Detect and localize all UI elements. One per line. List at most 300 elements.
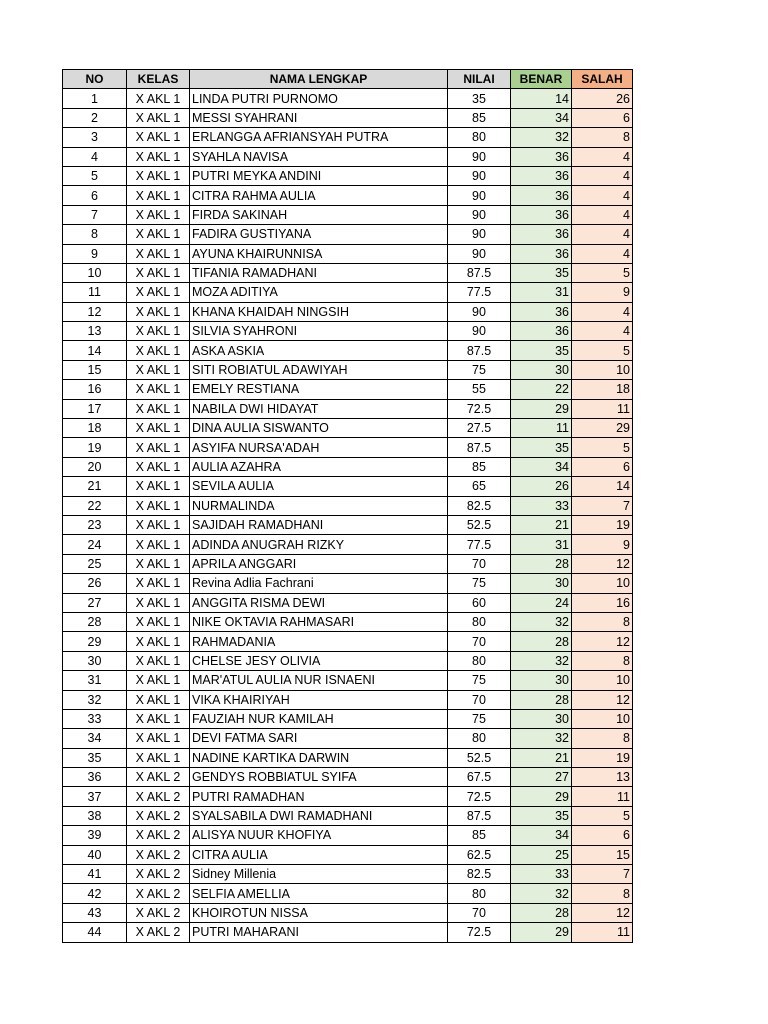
cell-no[interactable]: 37 xyxy=(63,787,127,806)
cell-benar[interactable]: 36 xyxy=(511,166,572,185)
cell-kelas[interactable]: X AKL 2 xyxy=(127,806,190,825)
cell-kelas[interactable]: X AKL 2 xyxy=(127,884,190,903)
cell-benar[interactable]: 21 xyxy=(511,748,572,767)
cell-salah[interactable]: 10 xyxy=(572,574,633,593)
cell-no[interactable]: 43 xyxy=(63,903,127,922)
cell-benar[interactable]: 34 xyxy=(511,108,572,127)
cell-salah[interactable]: 12 xyxy=(572,554,633,573)
cell-nama[interactable]: ADINDA ANUGRAH RIZKY xyxy=(190,535,448,554)
cell-nilai[interactable]: 70 xyxy=(448,632,511,651)
cell-salah[interactable]: 15 xyxy=(572,845,633,864)
cell-benar[interactable]: 28 xyxy=(511,554,572,573)
score-table xyxy=(62,69,633,943)
cell-nilai[interactable]: 80 xyxy=(448,729,511,748)
cell-kelas[interactable]: X AKL 2 xyxy=(127,845,190,864)
cell-no[interactable]: 44 xyxy=(63,923,127,942)
cell-nama[interactable]: FIRDA SAKINAH xyxy=(190,205,448,224)
cell-kelas[interactable]: X AKL 1 xyxy=(127,205,190,224)
cell-nama[interactable]: SEVILA AULIA xyxy=(190,477,448,496)
cell-nama[interactable]: SYALSABILA DWI RAMADHANI xyxy=(190,806,448,825)
cell-nilai[interactable]: 90 xyxy=(448,244,511,263)
cell-nilai[interactable]: 62.5 xyxy=(448,845,511,864)
cell-kelas[interactable]: X AKL 1 xyxy=(127,108,190,127)
cell-no[interactable]: 7 xyxy=(63,205,127,224)
table-row xyxy=(63,612,633,631)
cell-salah[interactable]: 29 xyxy=(572,419,633,438)
cell-nilai[interactable]: 87.5 xyxy=(448,341,511,360)
cell-nama[interactable]: Revina Adlia Fachrani xyxy=(190,574,448,593)
cell-no[interactable]: 23 xyxy=(63,515,127,534)
cell-nama[interactable]: TIFANIA RAMADHANI xyxy=(190,263,448,282)
cell-no[interactable]: 42 xyxy=(63,884,127,903)
cell-no[interactable]: 19 xyxy=(63,438,127,457)
cell-benar[interactable]: 11 xyxy=(511,419,572,438)
cell-benar[interactable]: 33 xyxy=(511,865,572,884)
cell-salah[interactable]: 11 xyxy=(572,787,633,806)
table-row xyxy=(63,399,633,418)
cell-nama[interactable]: NIKE OKTAVIA RAHMASARI xyxy=(190,612,448,631)
cell-kelas[interactable]: X AKL 1 xyxy=(127,729,190,748)
cell-benar[interactable]: 35 xyxy=(511,806,572,825)
cell-kelas[interactable]: X AKL 1 xyxy=(127,360,190,379)
cell-no[interactable]: 14 xyxy=(63,341,127,360)
cell-nilai[interactable]: 75 xyxy=(448,709,511,728)
cell-salah[interactable]: 9 xyxy=(572,535,633,554)
cell-nama[interactable]: GENDYS ROBBIATUL SYIFA xyxy=(190,768,448,787)
cell-no[interactable]: 12 xyxy=(63,302,127,321)
table-row xyxy=(63,438,633,457)
cell-nama[interactable]: MOZA ADITIYA xyxy=(190,283,448,302)
cell-salah[interactable]: 13 xyxy=(572,768,633,787)
cell-nama[interactable]: SAJIDAH RAMADHANI xyxy=(190,515,448,534)
table-row xyxy=(63,457,633,476)
table-row xyxy=(63,515,633,534)
cell-salah[interactable]: 4 xyxy=(572,244,633,263)
cell-benar[interactable]: 30 xyxy=(511,574,572,593)
table-row xyxy=(63,554,633,573)
cell-kelas[interactable]: X AKL 1 xyxy=(127,302,190,321)
cell-nama[interactable]: PUTRI RAMADHAN xyxy=(190,787,448,806)
cell-nilai[interactable]: 70 xyxy=(448,690,511,709)
cell-benar[interactable]: 35 xyxy=(511,438,572,457)
cell-kelas[interactable]: X AKL 1 xyxy=(127,496,190,515)
cell-no[interactable]: 34 xyxy=(63,729,127,748)
cell-salah[interactable]: 8 xyxy=(572,128,633,147)
cell-benar[interactable]: 31 xyxy=(511,283,572,302)
cell-nama[interactable]: MAR'ATUL AULIA NUR ISNAENI xyxy=(190,671,448,690)
cell-nilai[interactable]: 35 xyxy=(448,89,511,108)
cell-no[interactable]: 29 xyxy=(63,632,127,651)
cell-nama[interactable]: AULIA AZAHRA xyxy=(190,457,448,476)
cell-salah[interactable]: 11 xyxy=(572,923,633,942)
cell-benar[interactable]: 21 xyxy=(511,515,572,534)
cell-no[interactable]: 36 xyxy=(63,768,127,787)
cell-kelas[interactable]: X AKL 1 xyxy=(127,671,190,690)
cell-no[interactable]: 41 xyxy=(63,865,127,884)
cell-nilai[interactable]: 87.5 xyxy=(448,806,511,825)
cell-salah[interactable]: 7 xyxy=(572,865,633,884)
cell-no[interactable]: 35 xyxy=(63,748,127,767)
cell-nama[interactable]: SILVIA SYAHRONI xyxy=(190,322,448,341)
cell-nilai[interactable]: 80 xyxy=(448,651,511,670)
cell-kelas[interactable]: X AKL 1 xyxy=(127,690,190,709)
cell-salah[interactable]: 4 xyxy=(572,186,633,205)
cell-nilai[interactable]: 90 xyxy=(448,186,511,205)
cell-no[interactable]: 40 xyxy=(63,845,127,864)
cell-no[interactable]: 21 xyxy=(63,477,127,496)
cell-nilai[interactable]: 87.5 xyxy=(448,263,511,282)
table-header xyxy=(63,70,633,89)
cell-nama[interactable]: ALISYA NUUR KHOFIYA xyxy=(190,826,448,845)
table-row xyxy=(63,806,633,825)
cell-benar[interactable]: 36 xyxy=(511,244,572,263)
cell-nama[interactable]: NADINE KARTIKA DARWIN xyxy=(190,748,448,767)
table-row xyxy=(63,574,633,593)
cell-nama[interactable]: NABILA DWI HIDAYAT xyxy=(190,399,448,418)
cell-salah[interactable]: 10 xyxy=(572,360,633,379)
cell-nama[interactable]: DINA AULIA SISWANTO xyxy=(190,419,448,438)
cell-kelas[interactable]: X AKL 1 xyxy=(127,419,190,438)
cell-salah[interactable]: 9 xyxy=(572,283,633,302)
header-no[interactable]: NO xyxy=(63,70,127,89)
cell-no[interactable]: 13 xyxy=(63,322,127,341)
cell-benar[interactable]: 36 xyxy=(511,205,572,224)
cell-salah[interactable]: 10 xyxy=(572,671,633,690)
cell-nilai[interactable]: 52.5 xyxy=(448,515,511,534)
cell-kelas[interactable]: X AKL 1 xyxy=(127,225,190,244)
cell-kelas[interactable]: X AKL 2 xyxy=(127,865,190,884)
cell-nilai[interactable]: 77.5 xyxy=(448,283,511,302)
cell-nilai[interactable]: 77.5 xyxy=(448,535,511,554)
table-row xyxy=(63,768,633,787)
cell-benar[interactable]: 28 xyxy=(511,690,572,709)
cell-kelas[interactable]: X AKL 1 xyxy=(127,322,190,341)
cell-kelas[interactable]: X AKL 1 xyxy=(127,477,190,496)
cell-kelas[interactable]: X AKL 1 xyxy=(127,166,190,185)
cell-kelas[interactable]: X AKL 1 xyxy=(127,186,190,205)
cell-kelas[interactable]: X AKL 1 xyxy=(127,612,190,631)
cell-no[interactable]: 2 xyxy=(63,108,127,127)
cell-nama[interactable]: PUTRI MAHARANI xyxy=(190,923,448,942)
cell-no[interactable]: 6 xyxy=(63,186,127,205)
cell-no[interactable]: 20 xyxy=(63,457,127,476)
cell-benar[interactable]: 34 xyxy=(511,826,572,845)
table-row xyxy=(63,496,633,515)
cell-no[interactable]: 3 xyxy=(63,128,127,147)
table-row xyxy=(63,419,633,438)
table-row xyxy=(63,651,633,670)
cell-salah[interactable]: 4 xyxy=(572,147,633,166)
cell-nama[interactable]: CITRA RAHMA AULIA xyxy=(190,186,448,205)
cell-kelas[interactable]: X AKL 1 xyxy=(127,748,190,767)
cell-nilai[interactable]: 85 xyxy=(448,108,511,127)
cell-nilai[interactable]: 75 xyxy=(448,671,511,690)
cell-kelas[interactable]: X AKL 1 xyxy=(127,399,190,418)
cell-nilai[interactable]: 75 xyxy=(448,574,511,593)
cell-nama[interactable]: CHELSE JESY OLIVIA xyxy=(190,651,448,670)
cell-benar[interactable]: 31 xyxy=(511,535,572,554)
cell-salah[interactable]: 4 xyxy=(572,322,633,341)
cell-nilai[interactable]: 70 xyxy=(448,903,511,922)
cell-salah[interactable]: 5 xyxy=(572,263,633,282)
cell-benar[interactable]: 24 xyxy=(511,593,572,612)
cell-nilai[interactable]: 90 xyxy=(448,166,511,185)
cell-no[interactable]: 26 xyxy=(63,574,127,593)
cell-kelas[interactable]: X AKL 2 xyxy=(127,826,190,845)
table-row xyxy=(63,302,633,321)
cell-nama[interactable]: RAHMADANIA xyxy=(190,632,448,651)
table-row xyxy=(63,884,633,903)
cell-no[interactable]: 9 xyxy=(63,244,127,263)
cell-nama[interactable]: AYUNA KHAIRUNNISA xyxy=(190,244,448,263)
cell-benar[interactable]: 30 xyxy=(511,360,572,379)
table-row xyxy=(63,903,633,922)
cell-salah[interactable]: 19 xyxy=(572,748,633,767)
cell-no[interactable]: 1 xyxy=(63,89,127,108)
cell-nama[interactable]: PUTRI MEYKA ANDINI xyxy=(190,166,448,185)
header-nama[interactable]: NAMA LENGKAP xyxy=(190,70,448,89)
cell-benar[interactable]: 36 xyxy=(511,225,572,244)
header-kelas[interactable]: KELAS xyxy=(127,70,190,89)
cell-benar[interactable]: 33 xyxy=(511,496,572,515)
cell-salah[interactable]: 6 xyxy=(572,826,633,845)
cell-nilai[interactable]: 90 xyxy=(448,225,511,244)
table-body xyxy=(63,89,633,942)
cell-benar[interactable]: 36 xyxy=(511,322,572,341)
cell-kelas[interactable]: X AKL 2 xyxy=(127,903,190,922)
cell-benar[interactable]: 14 xyxy=(511,89,572,108)
cell-benar[interactable]: 34 xyxy=(511,457,572,476)
cell-kelas[interactable]: X AKL 1 xyxy=(127,632,190,651)
cell-salah[interactable]: 4 xyxy=(572,302,633,321)
cell-benar[interactable]: 35 xyxy=(511,263,572,282)
cell-nama[interactable]: ANGGITA RISMA DEWI xyxy=(190,593,448,612)
table-row xyxy=(63,845,633,864)
cell-kelas[interactable]: X AKL 1 xyxy=(127,244,190,263)
cell-no[interactable]: 5 xyxy=(63,166,127,185)
cell-benar[interactable]: 26 xyxy=(511,477,572,496)
cell-benar[interactable]: 25 xyxy=(511,845,572,864)
cell-kelas[interactable]: X AKL 1 xyxy=(127,380,190,399)
cell-salah[interactable]: 5 xyxy=(572,438,633,457)
cell-nilai[interactable]: 27.5 xyxy=(448,419,511,438)
table-row xyxy=(63,535,633,554)
cell-nama[interactable]: EMELY RESTIANA xyxy=(190,380,448,399)
cell-no[interactable]: 30 xyxy=(63,651,127,670)
cell-benar[interactable]: 29 xyxy=(511,399,572,418)
cell-nama[interactable]: CITRA AULIA xyxy=(190,845,448,864)
cell-salah[interactable]: 4 xyxy=(572,166,633,185)
cell-no[interactable]: 16 xyxy=(63,380,127,399)
cell-no[interactable]: 39 xyxy=(63,826,127,845)
cell-no[interactable]: 25 xyxy=(63,554,127,573)
cell-salah[interactable]: 4 xyxy=(572,225,633,244)
cell-benar[interactable]: 29 xyxy=(511,787,572,806)
cell-nilai[interactable]: 90 xyxy=(448,147,511,166)
cell-salah[interactable]: 8 xyxy=(572,651,633,670)
cell-no[interactable]: 32 xyxy=(63,690,127,709)
cell-kelas[interactable]: X AKL 1 xyxy=(127,128,190,147)
cell-salah[interactable]: 12 xyxy=(572,632,633,651)
cell-salah[interactable]: 6 xyxy=(572,108,633,127)
table-row xyxy=(63,89,633,108)
cell-nama[interactable]: KHOIROTUN NISSA xyxy=(190,903,448,922)
cell-salah[interactable]: 7 xyxy=(572,496,633,515)
cell-benar[interactable]: 28 xyxy=(511,903,572,922)
cell-nama[interactable]: ASYIFA NURSA'ADAH xyxy=(190,438,448,457)
cell-kelas[interactable]: X AKL 1 xyxy=(127,457,190,476)
cell-nama[interactable]: NURMALINDA xyxy=(190,496,448,515)
cell-kelas[interactable]: X AKL 1 xyxy=(127,283,190,302)
cell-nilai[interactable]: 80 xyxy=(448,128,511,147)
cell-benar[interactable]: 35 xyxy=(511,341,572,360)
cell-nilai[interactable]: 85 xyxy=(448,826,511,845)
cell-nama[interactable]: DEVI FATMA SARI xyxy=(190,729,448,748)
cell-kelas[interactable]: X AKL 2 xyxy=(127,768,190,787)
cell-benar[interactable]: 32 xyxy=(511,612,572,631)
cell-kelas[interactable]: X AKL 2 xyxy=(127,787,190,806)
cell-no[interactable]: 10 xyxy=(63,263,127,282)
cell-salah[interactable]: 14 xyxy=(572,477,633,496)
cell-salah[interactable]: 10 xyxy=(572,709,633,728)
cell-kelas[interactable]: X AKL 1 xyxy=(127,709,190,728)
cell-nilai[interactable]: 82.5 xyxy=(448,865,511,884)
header-nilai[interactable]: NILAI xyxy=(448,70,511,89)
cell-benar[interactable]: 29 xyxy=(511,923,572,942)
cell-benar[interactable]: 36 xyxy=(511,147,572,166)
table-row xyxy=(63,283,633,302)
cell-no[interactable]: 38 xyxy=(63,806,127,825)
table-row xyxy=(63,108,633,127)
cell-no[interactable]: 33 xyxy=(63,709,127,728)
cell-salah[interactable]: 19 xyxy=(572,515,633,534)
header-row xyxy=(63,70,633,89)
cell-no[interactable]: 27 xyxy=(63,593,127,612)
cell-benar[interactable]: 28 xyxy=(511,632,572,651)
cell-kelas[interactable]: X AKL 1 xyxy=(127,341,190,360)
cell-benar[interactable]: 32 xyxy=(511,651,572,670)
cell-salah[interactable]: 8 xyxy=(572,729,633,748)
cell-kelas[interactable]: X AKL 1 xyxy=(127,147,190,166)
cell-kelas[interactable]: X AKL 2 xyxy=(127,923,190,942)
cell-nilai[interactable]: 67.5 xyxy=(448,768,511,787)
cell-salah[interactable]: 8 xyxy=(572,884,633,903)
cell-salah[interactable]: 12 xyxy=(572,903,633,922)
table-row xyxy=(63,593,633,612)
cell-no[interactable]: 18 xyxy=(63,419,127,438)
cell-nama[interactable]: ASKA ASKIA xyxy=(190,341,448,360)
table-row xyxy=(63,865,633,884)
cell-nilai[interactable]: 65 xyxy=(448,477,511,496)
cell-no[interactable]: 31 xyxy=(63,671,127,690)
header-benar[interactable]: BENAR xyxy=(511,70,572,89)
table-row xyxy=(63,147,633,166)
cell-benar[interactable]: 30 xyxy=(511,709,572,728)
cell-benar[interactable]: 32 xyxy=(511,729,572,748)
cell-salah[interactable]: 11 xyxy=(572,399,633,418)
cell-salah[interactable]: 16 xyxy=(572,593,633,612)
cell-nilai[interactable]: 90 xyxy=(448,322,511,341)
cell-nilai[interactable]: 60 xyxy=(448,593,511,612)
cell-no[interactable]: 24 xyxy=(63,535,127,554)
cell-no[interactable]: 11 xyxy=(63,283,127,302)
cell-nama[interactable]: FAUZIAH NUR KAMILAH xyxy=(190,709,448,728)
cell-kelas[interactable]: X AKL 1 xyxy=(127,535,190,554)
cell-nilai[interactable]: 70 xyxy=(448,554,511,573)
cell-benar[interactable]: 36 xyxy=(511,186,572,205)
cell-nilai[interactable]: 87.5 xyxy=(448,438,511,457)
cell-nilai[interactable]: 52.5 xyxy=(448,748,511,767)
cell-nilai[interactable]: 72.5 xyxy=(448,923,511,942)
cell-nilai[interactable]: 80 xyxy=(448,612,511,631)
table-row xyxy=(63,709,633,728)
cell-salah[interactable]: 5 xyxy=(572,806,633,825)
table-row xyxy=(63,690,633,709)
cell-nama[interactable]: MESSI SYAHRANI xyxy=(190,108,448,127)
cell-no[interactable]: 4 xyxy=(63,147,127,166)
cell-nilai[interactable]: 72.5 xyxy=(448,399,511,418)
cell-benar[interactable]: 30 xyxy=(511,671,572,690)
cell-no[interactable]: 28 xyxy=(63,612,127,631)
cell-benar[interactable]: 27 xyxy=(511,768,572,787)
cell-kelas[interactable]: X AKL 1 xyxy=(127,574,190,593)
cell-nilai[interactable]: 90 xyxy=(448,302,511,321)
cell-nilai[interactable]: 75 xyxy=(448,360,511,379)
cell-nama[interactable]: APRILA ANGGARI xyxy=(190,554,448,573)
cell-no[interactable]: 22 xyxy=(63,496,127,515)
cell-salah[interactable]: 26 xyxy=(572,89,633,108)
cell-no[interactable]: 15 xyxy=(63,360,127,379)
cell-nilai[interactable]: 80 xyxy=(448,884,511,903)
cell-kelas[interactable]: X AKL 1 xyxy=(127,89,190,108)
cell-nama[interactable]: FADIRA GUSTIYANA xyxy=(190,225,448,244)
cell-kelas[interactable]: X AKL 1 xyxy=(127,263,190,282)
cell-nama[interactable]: LINDA PUTRI PURNOMO xyxy=(190,89,448,108)
cell-nilai[interactable]: 90 xyxy=(448,205,511,224)
cell-no[interactable]: 17 xyxy=(63,399,127,418)
cell-nama[interactable]: SELFIA AMELLIA xyxy=(190,884,448,903)
cell-benar[interactable]: 22 xyxy=(511,380,572,399)
cell-kelas[interactable]: X AKL 1 xyxy=(127,515,190,534)
cell-nama[interactable]: Sidney Millenia xyxy=(190,865,448,884)
cell-salah[interactable]: 6 xyxy=(572,457,633,476)
cell-salah[interactable]: 12 xyxy=(572,690,633,709)
cell-nama[interactable]: VIKA KHAIRIYAH xyxy=(190,690,448,709)
cell-kelas[interactable]: X AKL 1 xyxy=(127,554,190,573)
cell-benar[interactable]: 32 xyxy=(511,128,572,147)
table-row xyxy=(63,341,633,360)
cell-nama[interactable]: SITI ROBIATUL ADAWIYAH xyxy=(190,360,448,379)
cell-kelas[interactable]: X AKL 1 xyxy=(127,593,190,612)
cell-salah[interactable]: 8 xyxy=(572,612,633,631)
cell-salah[interactable]: 18 xyxy=(572,380,633,399)
cell-nama[interactable]: ERLANGGA AFRIANSYAH PUTRA xyxy=(190,128,448,147)
header-salah[interactable]: SALAH xyxy=(572,70,633,89)
cell-nilai[interactable]: 85 xyxy=(448,457,511,476)
cell-benar[interactable]: 36 xyxy=(511,302,572,321)
cell-salah[interactable]: 5 xyxy=(572,341,633,360)
cell-benar[interactable]: 32 xyxy=(511,884,572,903)
cell-nilai[interactable]: 72.5 xyxy=(448,787,511,806)
cell-salah[interactable]: 4 xyxy=(572,205,633,224)
cell-nama[interactable]: SYAHLA NAVISA xyxy=(190,147,448,166)
cell-kelas[interactable]: X AKL 1 xyxy=(127,651,190,670)
cell-nilai[interactable]: 55 xyxy=(448,380,511,399)
cell-nama[interactable]: KHANA KHAIDAH NINGSIH xyxy=(190,302,448,321)
cell-nilai[interactable]: 82.5 xyxy=(448,496,511,515)
cell-kelas[interactable]: X AKL 1 xyxy=(127,438,190,457)
cell-no[interactable]: 8 xyxy=(63,225,127,244)
